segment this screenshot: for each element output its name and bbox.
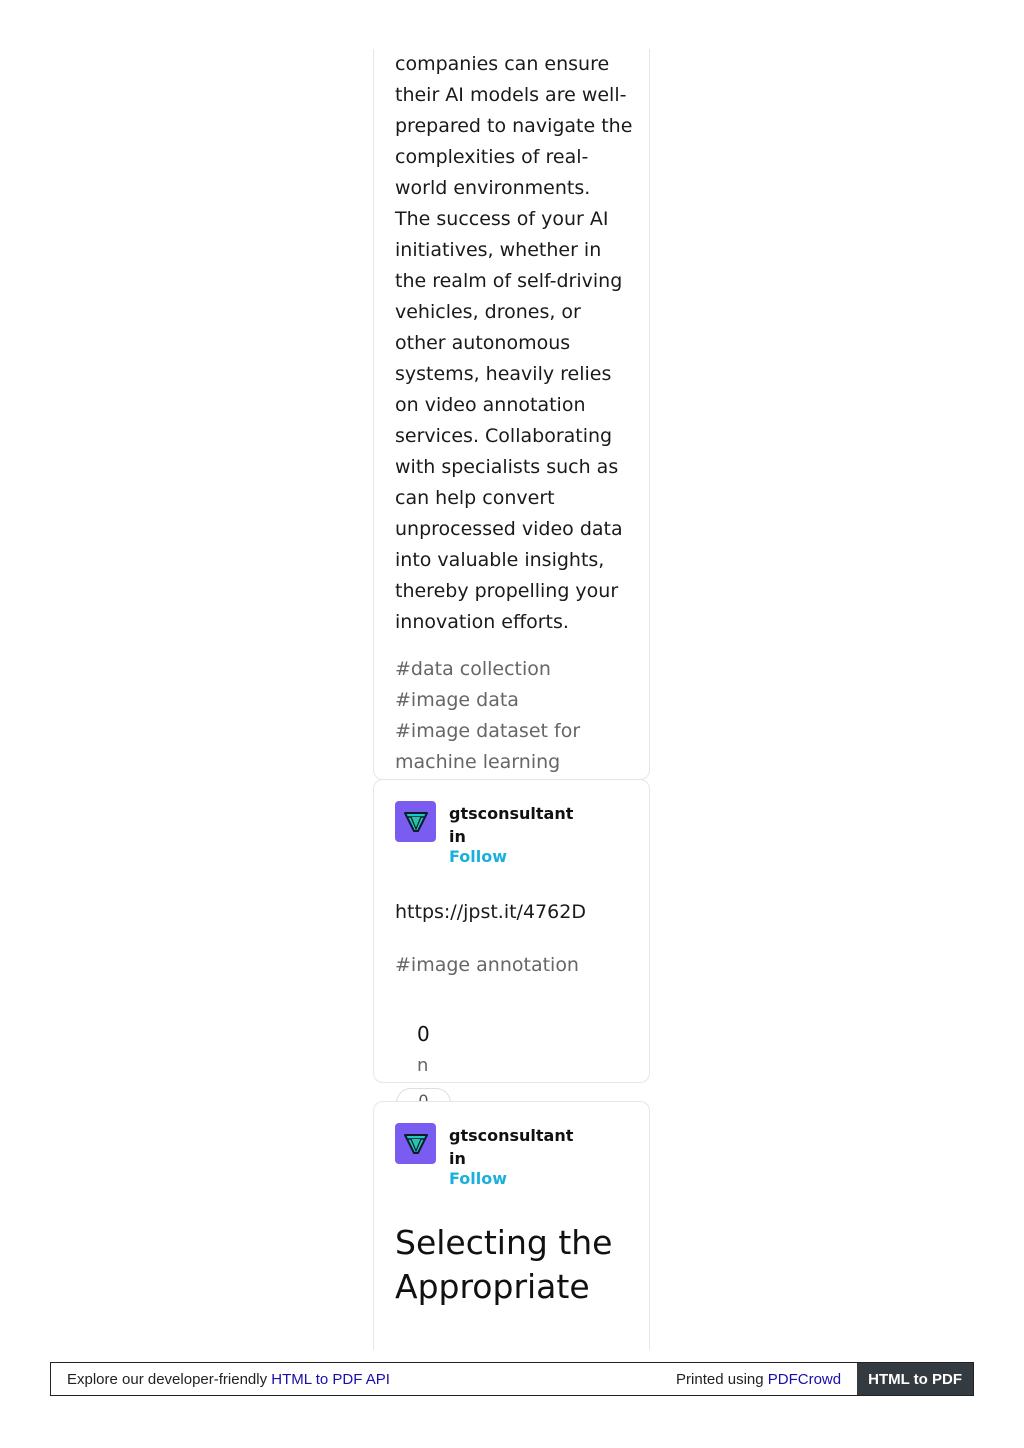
tag-link[interactable]: #image data bbox=[395, 689, 519, 711]
article-paragraph: The success of your AI initiatives, whether in the realm of self-driving vehicles, drones, or other autonomous systems, heavily relies on video annotation services. Collaborating with specialists such as can help convert unprocessed video data into valuable insights, thereby propelling your innovation efforts. bbox=[395, 208, 623, 633]
avatar[interactable] bbox=[395, 801, 436, 842]
author-name[interactable]: gtsconsultantin bbox=[449, 804, 574, 846]
funnel-icon bbox=[403, 1131, 429, 1157]
api-link[interactable]: HTML to PDF API bbox=[271, 1370, 390, 1388]
vote-note: n bbox=[417, 1055, 429, 1076]
tag-link[interactable]: #image dataset for machine learning bbox=[395, 720, 581, 773]
tag-link[interactable]: #image annotation bbox=[395, 954, 579, 976]
tag-link[interactable]: #data collection bbox=[395, 658, 551, 680]
follow-button[interactable]: Follow bbox=[449, 847, 508, 866]
footer-explore-text: Explore our developer-friendly bbox=[67, 1370, 268, 1388]
author-name[interactable]: gtsconsultantin bbox=[449, 1126, 574, 1168]
post-title[interactable]: Selecting the Appropriate bbox=[395, 1223, 613, 1306]
funnel-icon bbox=[403, 809, 429, 835]
vote-count: 0 bbox=[417, 1022, 430, 1046]
post-link[interactable]: https://jpst.it/4762D bbox=[395, 901, 586, 923]
pdfcrowd-link[interactable]: PDFCrowd bbox=[767, 1370, 842, 1388]
article-paragraph: companies can ensure their AI models are well-prepared to navigate the complexities of real-world environments. bbox=[395, 53, 633, 199]
avatar[interactable] bbox=[395, 1123, 436, 1164]
footer-printed-text: Printed using bbox=[676, 1370, 764, 1388]
html-to-pdf-button[interactable]: HTML to PDF bbox=[857, 1363, 973, 1395]
footer-printed bbox=[676, 1371, 857, 1388]
pdf-footer bbox=[50, 1362, 974, 1396]
article-body bbox=[395, 49, 635, 638]
footer-explore bbox=[51, 1371, 676, 1388]
article-tags bbox=[395, 654, 635, 778]
follow-button[interactable]: Follow bbox=[449, 1169, 508, 1188]
